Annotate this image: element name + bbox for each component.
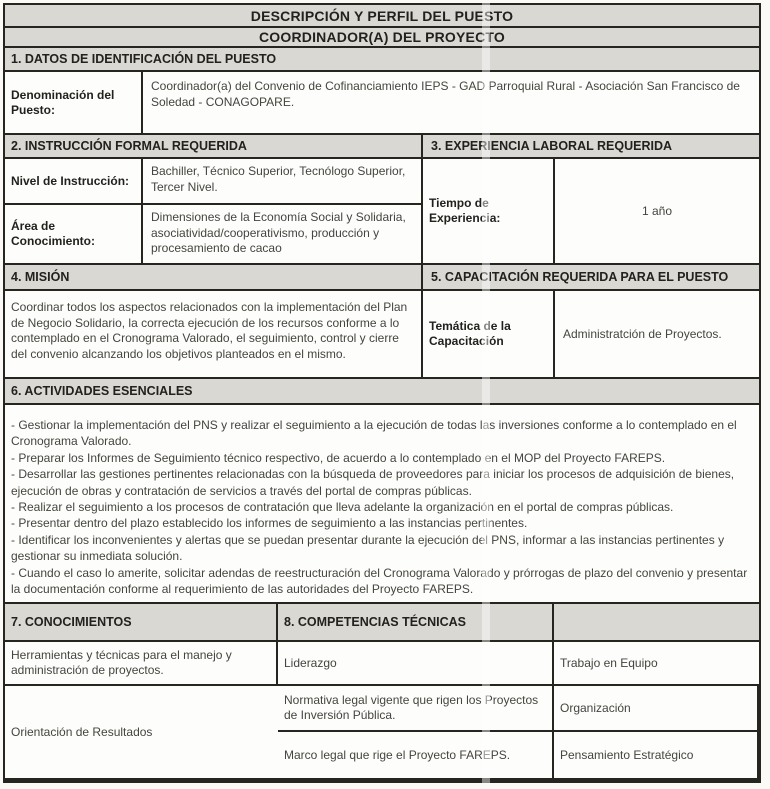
instruccion-cells	[5, 159, 423, 263]
actividades-list	[5, 405, 759, 604]
denominacion-value: Coordinador(a) del Convenio de Cofinanciamiento IEPS - GAD Parroquial Rural - Asociación San Francisco de Soledad - CONAGOPARE.	[151, 79, 740, 109]
competencias-grid	[5, 642, 759, 778]
otra-competencia-merged-cell: Orientación de Resultados	[11, 724, 153, 739]
actividad-item: - Desarrollar las gestiones pertinentes relacionadas con la búsqueda de proveedores para iniciar los procesos de adquisición de bienes, ejecución de obras y contratación de servicios a través del portal de compras públicas.	[11, 467, 735, 498]
section-1-header	[5, 48, 759, 72]
nivel-instruccion-row	[5, 159, 421, 205]
tecnica-cell: Pensamiento Estratégico	[554, 732, 759, 778]
actividad-item: - Realizar el seguimiento a los procesos de contratación que lleva adelante la organización en el portal de compras públicas.	[11, 500, 674, 515]
section-7-8-header-row	[5, 604, 759, 642]
actividad-item: - Preparar los Informes de Seguimiento técnico respectivo, de acuerdo a lo contemplado en el MOP del Proyecto FAREPS.	[11, 450, 666, 465]
section-4-5-header-row	[5, 265, 759, 291]
tecnica-cell: Liderazgo	[278, 642, 554, 686]
area-conocimiento-row	[5, 205, 421, 263]
section-7-header: 7. CONOCIMIENTOS	[5, 604, 278, 640]
conocimiento-cell: Herramientas y técnicas para el manejo y administración de proyectos.	[5, 642, 278, 686]
tematica-capacitacion-value: Administratción de Proyectos.	[563, 327, 722, 341]
section-8-header: 8. COMPETENCIAS TÉCNICAS	[278, 604, 554, 640]
doc-title	[5, 5, 759, 28]
section-2-3-header-row	[5, 135, 759, 159]
tematica-capacitacion-label: Temática de la Capacitación	[423, 291, 555, 377]
doc-subtitle	[5, 28, 759, 48]
actividad-item: - Cuando el caso lo amerite, solicitar adendas de reestructuración del Cronograma Valorado y prórrogas de plazo del convenio y presentar la documentación conforme al requerimiento de las autoridades del Proyecto FAREPS.	[11, 565, 748, 597]
actividad-item: - Identificar los inconvenientes y alertas que se puedan presentar durante la ejecución del PNS, informar a las instancias pertinentes y gestionar su inmediata solución.	[11, 532, 725, 564]
section-4-header: 4. MISIÓN	[5, 265, 423, 289]
section-6-header-text: 6. ACTIVIDADES ESENCIALES	[11, 384, 193, 398]
section-6-header	[5, 379, 759, 405]
otra-competencia-cell: Trabajo en Equipo	[554, 642, 759, 686]
capacitacion-cells	[423, 291, 759, 377]
conocimiento-cell: Marco legal que rige el Proyecto FAREPS.	[278, 732, 554, 778]
doc-title-text: DESCRIPCIÓN Y PERFIL DEL PUESTO	[250, 7, 514, 24]
doc-subtitle-text: COORDINADOR(A) DEL PROYECTO	[258, 29, 505, 45]
section-3-header: 3. EXPERIENCIA LABORAL REQUERIDA	[431, 139, 673, 153]
section-5-header: 5. CAPACITACIÓN REQUERIDA PARA EL PUESTO	[431, 270, 729, 284]
instruccion-experiencia-body	[5, 159, 759, 265]
job-profile-table	[3, 3, 761, 783]
actividad-item: - Gestionar la implementación del PNS y realizar el seguimiento a la ejecución de todas las inversiones conforme a lo contemplado en el Cronograma Valorado.	[11, 418, 737, 449]
mision-text: Coordinar todos los aspectos relacionados con la implementación del Plan de Negocio Solidario, la correcta ejecución de los recursos conforme a lo contemplado en el Cronograma Valorado, el seguimiento, control y cierre del convenio alcanzando los objetivos planteados en el mismo.	[5, 291, 423, 377]
denominacion-row	[5, 72, 759, 135]
nivel-instruccion-value: Bachiller, Técnico Superior, Tecnólogo Superior, Tercer Nivel.	[151, 164, 406, 194]
section-1-header-text: 1. DATOS DE IDENTIFICACIÓN DEL PUESTO	[11, 52, 277, 66]
tecnica-cell: Organización	[554, 686, 759, 732]
denominacion-label: Denominación del Puesto:	[5, 72, 143, 133]
actividad-item: - Presentar dentro del plazo establecido los informes de seguimiento a las instancias pertinentes.	[11, 516, 528, 531]
area-conocimiento-value: Dimensiones de la Economía Social y Solidaria, asociatividad/cooperativismo, producción y procesamiento de cacao	[151, 210, 406, 255]
section-2-header: 2. INSTRUCCIÓN FORMAL REQUERIDA	[5, 135, 423, 157]
tiempo-experiencia-label: Tiempo de Experiencia:	[423, 159, 555, 263]
nivel-instruccion-label: Nivel de Instrucción:	[5, 159, 143, 203]
mision-capacitacion-body	[5, 291, 759, 379]
tiempo-experiencia-value: 1 año	[641, 204, 673, 218]
area-conocimiento-label: Área de Conocimiento:	[5, 205, 143, 263]
experiencia-cells	[423, 159, 759, 263]
section-7-8-empty-header-cell	[554, 604, 759, 640]
conocimiento-cell: Normativa legal vigente que rigen los Proyectos de Inversión Pública.	[278, 686, 554, 732]
